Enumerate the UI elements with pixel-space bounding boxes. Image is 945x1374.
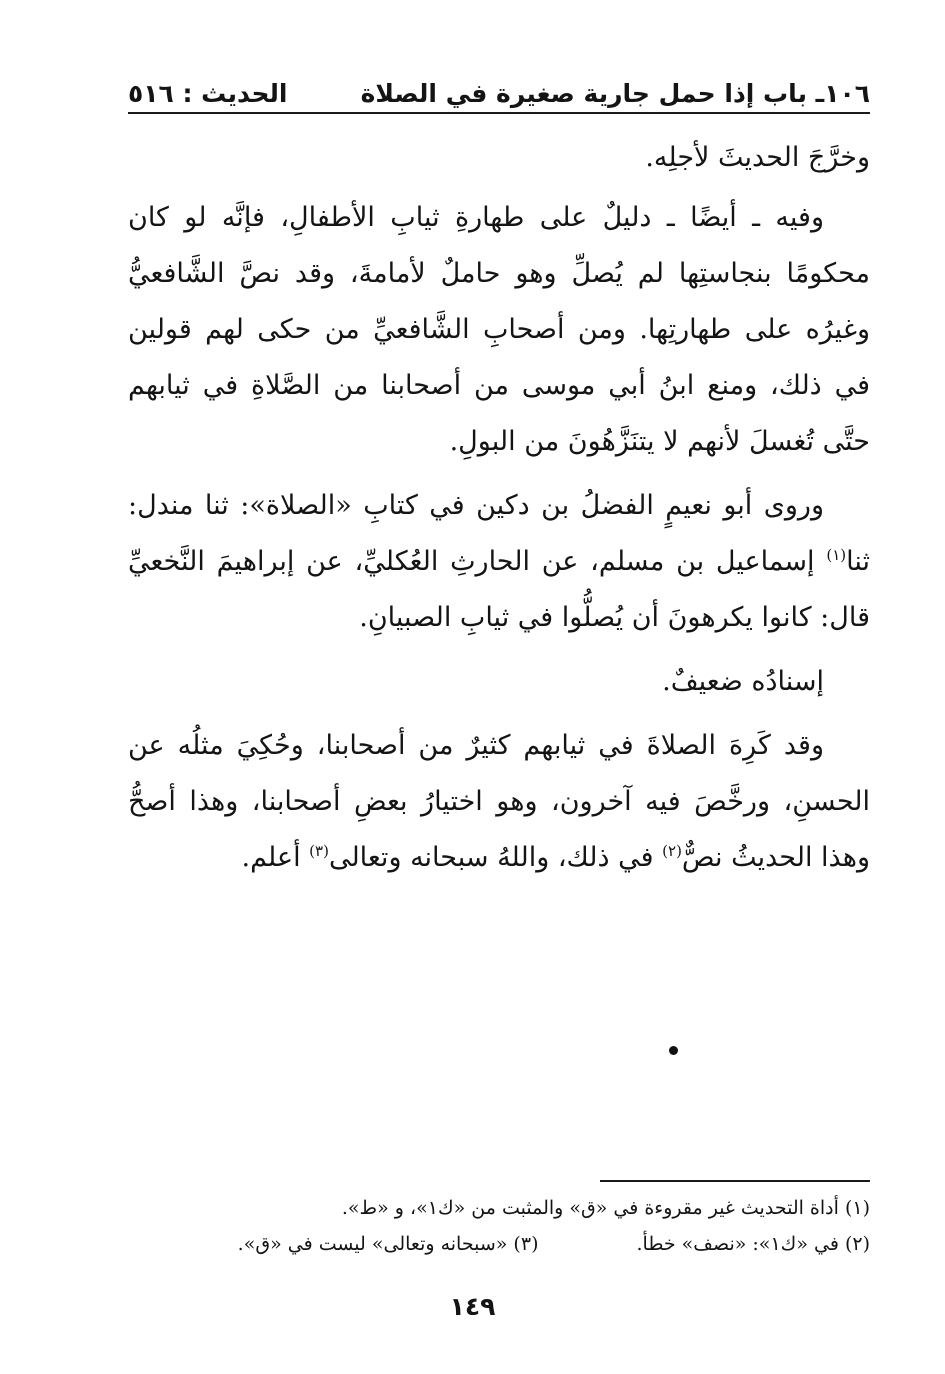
paragraph-5 — [128, 718, 870, 886]
main-text — [128, 130, 870, 894]
footnote-separator — [600, 1180, 870, 1182]
footnote-ref-2: (٢) — [662, 842, 682, 860]
footnote-3: (٣) «سبحانه وتعالى» ليست في «ق». — [237, 1233, 539, 1255]
paragraph-2: وفيه ـ أيضًا ـ دليلٌ على طهارةِ ثيابِ الأطفالِ، فإنَّه لو كان محكومًا بنجاستِها لم يُصلِّ وهو حاملٌ لأمامةَ، وقد نصَّ الشَّافعيُّ وغيرُه على طهارتِها. ومن أصحابِ الشَّافعيِّ من حكى لهم قولين في ذلك، ومنع ابنُ أبي موسى من أصحابنا من الصَّلاةِ في ثيابهم حتَّى تُغسلَ لأنهم لا يتنَزَّهُونَ من البولِ. — [128, 202, 870, 457]
hadith-number: الحديث : ٥١٦ — [128, 79, 288, 108]
page-number: ١٤٩ — [449, 1292, 496, 1321]
footnote-2: (٢) في «ك١»: «نصف» خطأ. — [636, 1233, 870, 1255]
paragraph-5-text-middle: في ذلك، واللهُ سبحانه وتعالى — [328, 842, 663, 873]
footnote-ref-1: (١) — [826, 546, 847, 564]
footnotes — [128, 1190, 870, 1262]
footnote-ref-3: (٣) — [309, 842, 329, 860]
paragraph-3 — [128, 478, 870, 646]
running-header — [128, 74, 870, 114]
section-end-dot — [669, 1046, 678, 1055]
footnote-row-2 — [128, 1226, 870, 1262]
paragraph-4: إسنادُه ضعيفٌ. — [662, 666, 824, 697]
footnote-1: (١) أداة التحديث غير مقروءة في «ق» والمثبت من «ك١»، و «ط». — [341, 1197, 870, 1219]
paragraph-5-text-end: أعلم. — [241, 842, 310, 873]
paragraph-3-text-start: وروى أبو نعيمٍ الفضلُ بن دكين في كتابِ «الصلاة»: ثنا مندل: ثنا — [128, 490, 870, 577]
paragraph-5-text-start: وقد كَرِهَ الصلاةَ في ثيابهم كثيرٌ من أصحابنا، وحُكِيَ مثلُه عن الحسنِ، ورخَّصَ فيه آخرون، وهو اختيارُ بعضِ أصحابنا، وهذا أصحُّ وهذا الحديثُ نصٌّ — [128, 730, 870, 873]
chapter-title: ١٠٦ـ باب إذا حمل جارية صغيرة في الصلاة — [360, 79, 870, 108]
paragraph-1: وخرَّجَ الحديثَ لأجلِه. — [645, 142, 870, 173]
paragraph-3-text-end: إسماعيل بن مسلم، عن الحارثِ العُكليِّ، عن إبراهيمَ النَّخعيِّ قال: كانوا يكرهونَ أن يُصلُّوا في ثيابِ الصبيانِ. — [128, 546, 870, 633]
